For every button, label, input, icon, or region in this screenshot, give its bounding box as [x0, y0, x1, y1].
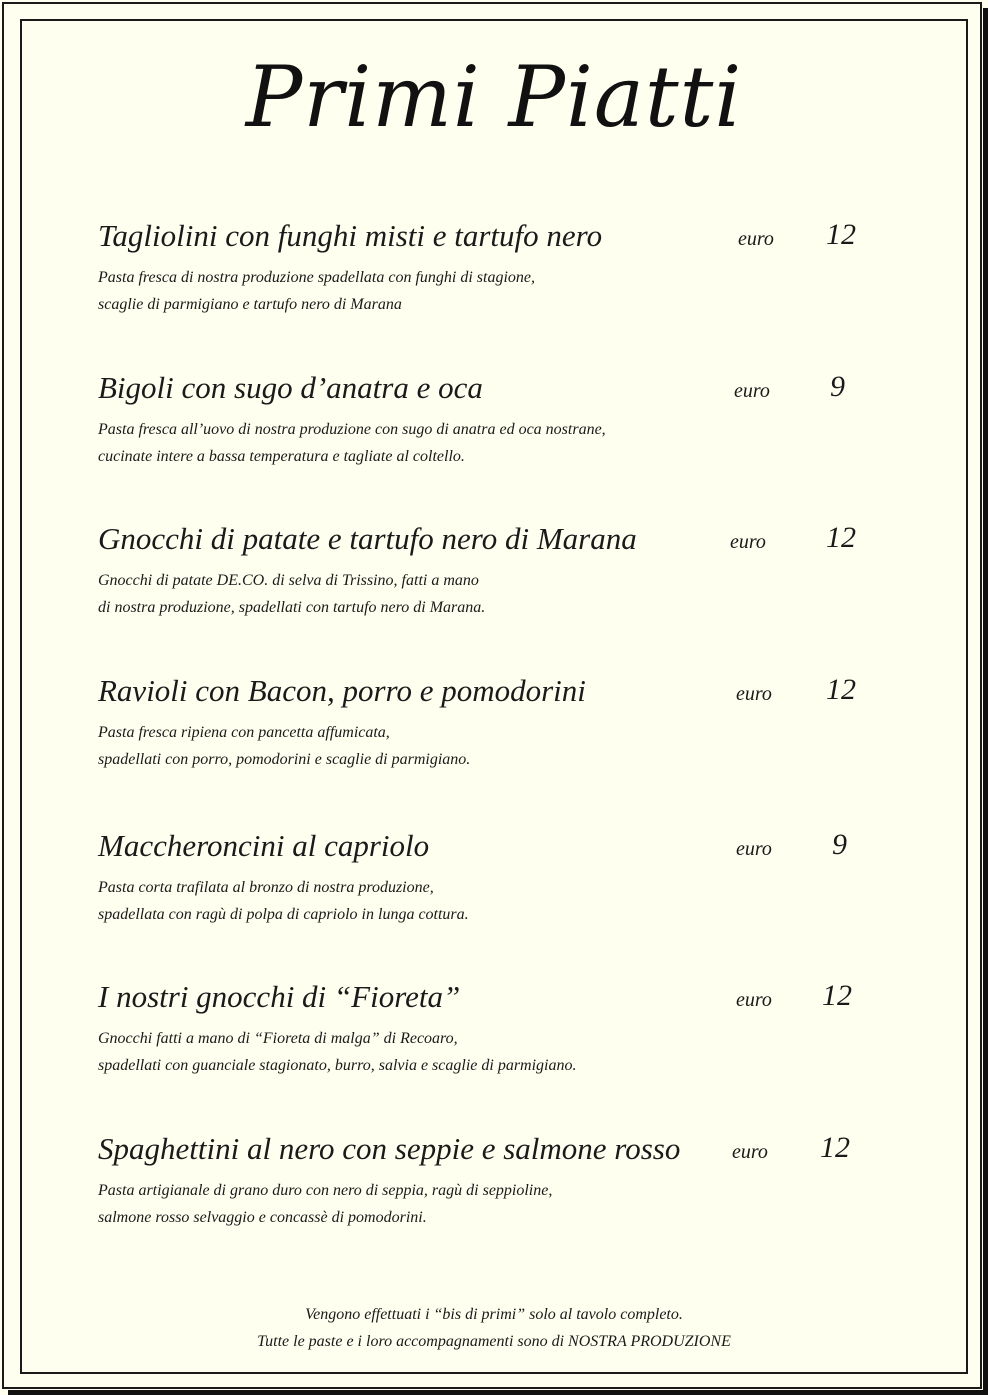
description-line: spadellata con ragù di polpa di capriolo in lunga cottura. — [98, 906, 469, 923]
page-shadow-right — [983, 8, 988, 1395]
currency-label: euro — [736, 683, 772, 705]
dish-name: Bigoli con sugo d’anatra e oca — [98, 370, 483, 405]
dish-price: 12 — [826, 673, 856, 706]
dish-description — [98, 1025, 576, 1079]
dish-description — [98, 264, 535, 318]
description-line: spadellati con guanciale stagionato, burro, salvia e scaglie di parmigiano. — [98, 1057, 577, 1074]
footer-note: Vengono effettuati i “bis di primi” solo al tavolo completo. — [305, 1306, 683, 1323]
dish-description — [98, 416, 606, 470]
dish-price: 9 — [830, 370, 845, 403]
dish-name: Gnocchi di patate e tartufo nero di Marana — [98, 521, 637, 556]
description-line: scaglie di parmigiano e tartufo nero di Marana — [98, 296, 402, 313]
dish-name: I nostri gnocchi di “Fioreta” — [98, 979, 461, 1014]
description-line: Gnocchi di patate DE.CO. di selva di Trissino, fatti a mano — [98, 572, 479, 589]
description-line: Pasta artigianale di grano duro con nero di seppia, ragù di seppioline, — [98, 1182, 553, 1199]
currency-label: euro — [734, 380, 770, 402]
description-line: di nostra produzione, spadellati con tartufo nero di Marana. — [98, 599, 486, 616]
page-shadow-bottom — [8, 1390, 988, 1395]
dish-price: 12 — [822, 979, 852, 1012]
description-line: spadellati con porro, pomodorini e scaglie di parmigiano. — [98, 751, 471, 768]
dish-price: 12 — [826, 521, 856, 554]
currency-label: euro — [732, 1141, 768, 1163]
footer-note: Tutte le paste e i loro accompagnamenti sono di NOSTRA PRODUZIONE — [257, 1333, 731, 1350]
dish-description — [98, 874, 469, 928]
currency-label: euro — [736, 989, 772, 1011]
currency-label: euro — [738, 228, 774, 250]
description-line: Pasta fresca di nostra produzione spadellata con funghi di stagione, — [98, 269, 536, 286]
dish-price: 12 — [820, 1131, 850, 1164]
description-line: Pasta corta trafilata al bronzo di nostra produzione, — [98, 879, 434, 896]
dish-name: Spaghettini al nero con seppie e salmone rosso — [98, 1131, 681, 1166]
dish-name: Ravioli con Bacon, porro e pomodorini — [98, 673, 586, 708]
menu-footer — [0, 1301, 988, 1355]
description-line: Pasta fresca all’uovo di nostra produzione con sugo di anatra ed oca nostrane, — [98, 421, 606, 438]
dish-description — [98, 567, 485, 621]
menu-title: Primi Piatti — [245, 48, 743, 146]
description-line: salmone rosso selvaggio e concassè di pomodorini. — [98, 1209, 427, 1226]
currency-label: euro — [736, 838, 772, 860]
dish-name: Maccheroncini al capriolo — [98, 828, 430, 863]
dish-price: 9 — [832, 828, 847, 861]
dish-description — [98, 1177, 552, 1231]
dish-price: 12 — [826, 218, 856, 251]
description-line: Gnocchi fatti a mano di “Fioreta di malga” di Recoaro, — [98, 1030, 458, 1047]
currency-label: euro — [730, 531, 766, 553]
description-line: cucinate intere a bassa temperatura e tagliate al coltello. — [98, 448, 465, 465]
dish-name: Tagliolini con funghi misti e tartufo nero — [98, 218, 603, 253]
description-line: Pasta fresca ripiena con pancetta affumicata, — [98, 724, 390, 741]
dish-description — [98, 719, 470, 773]
